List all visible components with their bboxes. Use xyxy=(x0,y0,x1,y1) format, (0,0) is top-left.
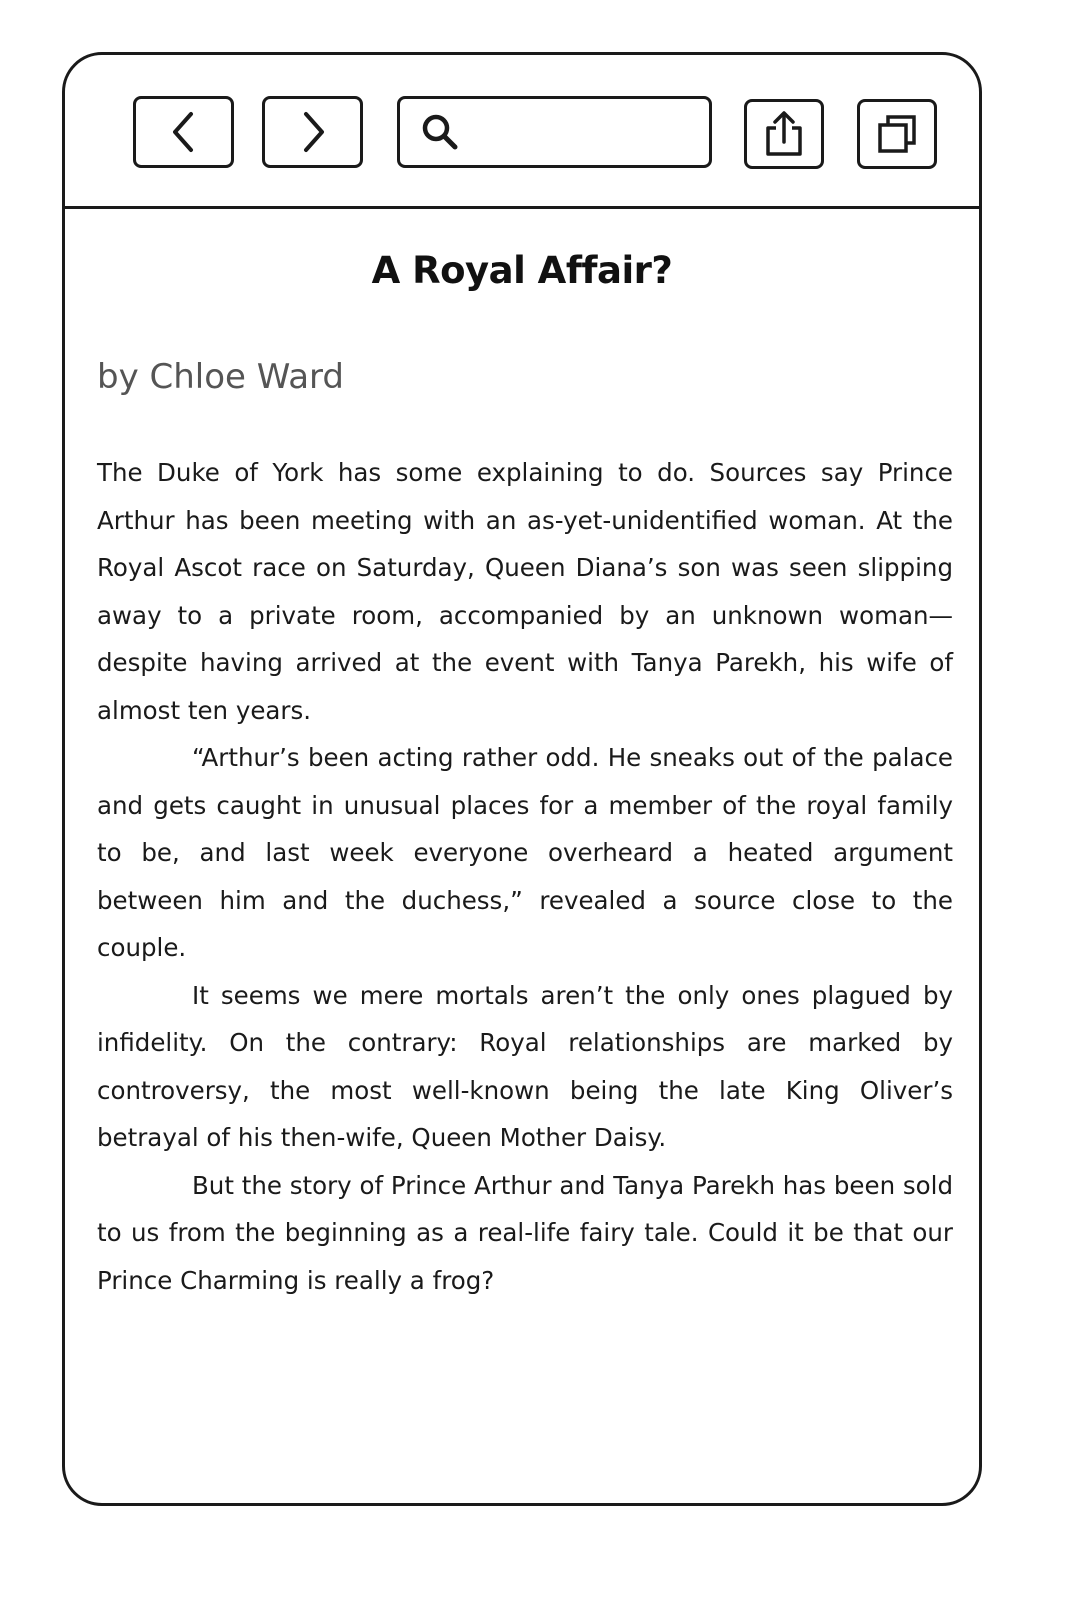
page-content xyxy=(65,209,979,1503)
article-paragraph: It seems we mere mortals aren’t the only ones plagued by infidelity. On the contrary: Royal relationships are marked by controversy, the most well-known being the late King Oliver’s betrayal of his then-wife, Queen Mother Daisy. xyxy=(97,980,953,1152)
browser-window xyxy=(62,52,982,1506)
tabs-icon xyxy=(875,112,919,156)
share-icon xyxy=(762,110,806,158)
article-paragraph: But the story of Prince Arthur and Tanya Parekh has been sold to us from the beginning as a real-life fairy tale. Could it be that our Prince Charming is really a frog? xyxy=(97,1170,953,1295)
forward-button[interactable] xyxy=(262,96,363,168)
back-button[interactable] xyxy=(133,96,234,168)
tabs-button[interactable] xyxy=(857,99,937,169)
article-paragraph: “Arthur’s been acting rather odd. He sneaks out of the palace and gets caught in unusual places for a member of the royal family to be, and last week everyone overheard a heated argument between him and the duchess,” revealed a source close to the couple. xyxy=(97,743,953,962)
share-button[interactable] xyxy=(744,99,824,169)
article-byline: by Chloe Ward xyxy=(97,357,345,397)
browser-toolbar xyxy=(65,55,979,209)
search-input[interactable] xyxy=(470,119,704,145)
article-paragraph: The Duke of York has some explaining to do. Sources say Prince Arthur has been meeting with an as-yet-unidentified woman. At the Royal Ascot race on Saturday, Queen Diana’s son was seen slipping away to a private room, accompanied by an unknown woman—despite having arrived at the event with Tanya Parekh, his wife of almost ten years. xyxy=(97,458,953,725)
search-icon xyxy=(420,112,460,152)
chevron-right-icon xyxy=(298,110,328,154)
article-title: A Royal Affair? xyxy=(371,249,673,292)
chevron-left-icon xyxy=(169,110,199,154)
article-body xyxy=(97,449,953,1304)
search-bar[interactable] xyxy=(397,96,712,168)
